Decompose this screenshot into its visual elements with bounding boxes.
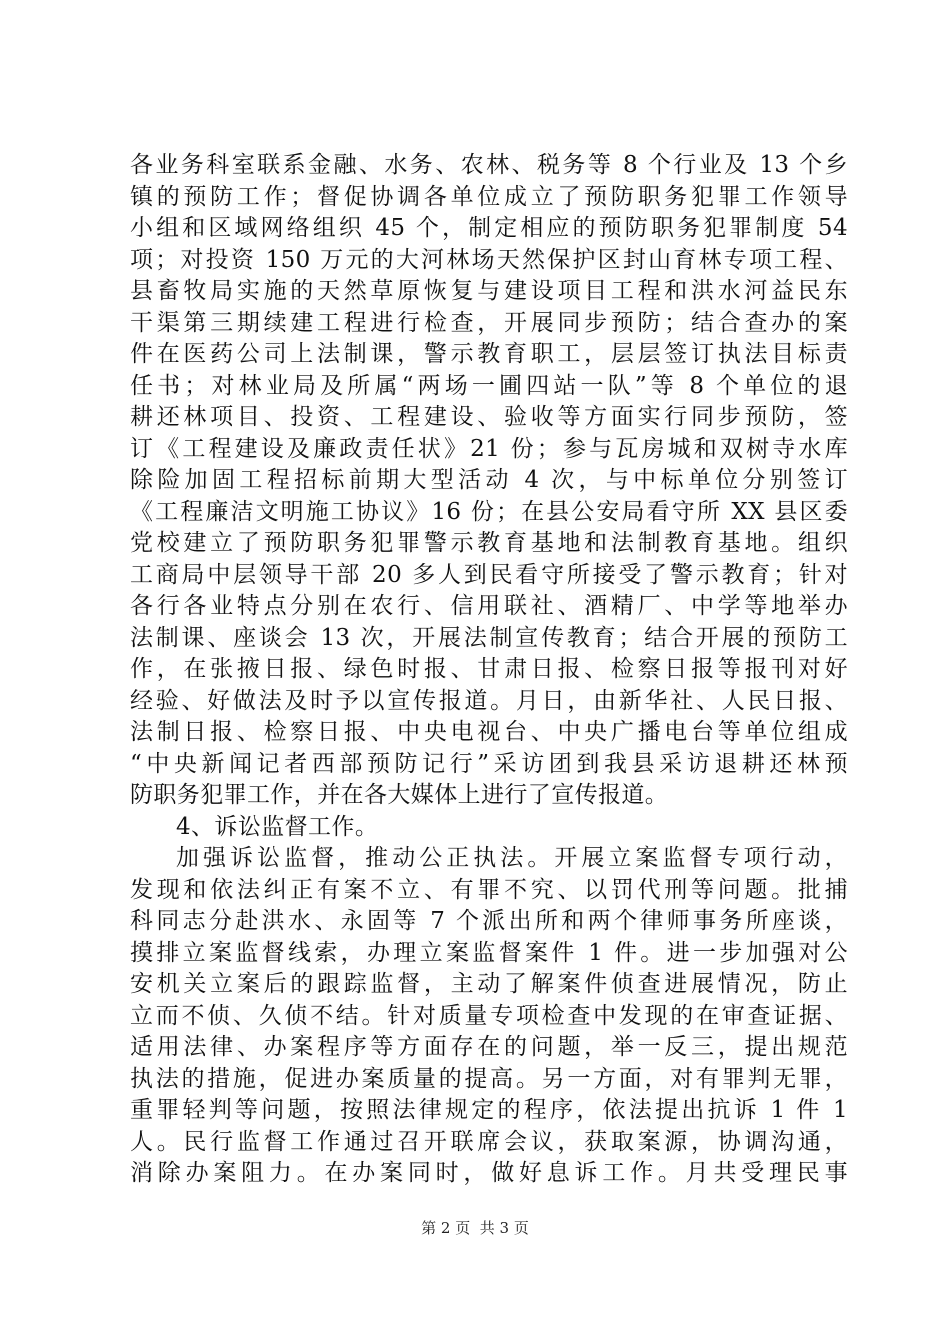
text-line: 各业务科室联系金融、水务、农林、税务等 8 个行业及 13 个乡 — [130, 152, 848, 178]
document-body — [130, 150, 848, 1190]
text-line: 摸排立案监督线索，办理立案监督案件 1 件。进一步加强对公 — [130, 939, 848, 966]
text-line: 项；对投资 150 万元的大河林场天然保护区封山育林专项工程、 — [130, 246, 848, 273]
text-line: 防职务犯罪工作，并在各大媒体上进行了宣传报道。 — [130, 782, 669, 808]
text-line: 法制课、座谈会 13 次，开展法制宣传教育；结合开展的预防工 — [130, 624, 848, 651]
text-line: 县畜牧局实施的天然草原恢复与建设项目工程和洪水河益民东 — [130, 278, 848, 304]
text-line: 订《工程建设及廉政责任状》21 份；参与瓦房城和双树寺水库 — [130, 435, 848, 462]
text-line: 各行各业特点分别在农行、信用联社、酒精厂、中学等地举办 — [130, 593, 848, 619]
text-line: 人。民行监督工作通过召开联席会议，获取案源，协调沟通， — [130, 1128, 848, 1155]
text-line: 法制日报、检察日报、中央电视台、中央广播电台等单位组成 — [130, 719, 848, 745]
text-line: 重罪轻判等问题，按照法律规定的程序，依法提出抗诉 1 件 1 — [130, 1097, 848, 1123]
text-line: 执法的措施，促进办案质量的提高。另一方面，对有罪判无罪， — [130, 1065, 848, 1092]
text-line: 耕还林项目、投资、工程建设、验收等方面实行同步预防，签 — [130, 404, 848, 430]
text-line: 适用法律、办案程序等方面存在的问题，举一反三，提出规范 — [130, 1034, 848, 1060]
text-line: 安机关立案后的跟踪监督，主动了解案件侦查进展情况，防止 — [130, 971, 848, 997]
text-line: 干渠第三期续建工程进行检查，开展同步预防；结合查办的案 — [130, 309, 848, 336]
text-line: 加强诉讼监督，推动公正执法。开展立案监督专项行动， — [176, 845, 848, 871]
text-line: 任书；对林业局及所属“两场一圃四站一队”等 8 个单位的退 — [130, 372, 848, 399]
text-line: 立而不侦、久侦不结。针对质量专项检查中发现的在审查证据、 — [130, 1002, 848, 1029]
paragraph-2 — [130, 843, 848, 1190]
text-line: 镇的预防工作；督促协调各单位成立了预防职务犯罪工作领导 — [130, 183, 848, 210]
text-line: 作，在张掖日报、绿色时报、甘肃日报、检察日报等报刊对好 — [130, 656, 848, 682]
text-line: “中央新闻记者西部预防记行”采访团到我县采访退耕还林预 — [130, 750, 848, 777]
text-line: 件在医药公司上法制课，警示教育职工，层层签订执法目标责 — [130, 341, 848, 367]
text-line: 科同志分赴洪水、永固等 7 个派出所和两个律师事务所座谈， — [130, 908, 848, 934]
text-line: 党校建立了预防职务犯罪警示教育基地和法制教育基地。组织 — [130, 530, 848, 556]
text-line: 《工程廉洁文明施工协议》16 份；在县公安局看守所 XX 县区委 — [130, 498, 848, 525]
text-line: 经验、好做法及时予以宣传报道。月日，由新华社、人民日报、 — [130, 687, 848, 714]
text-line: 除险加固工程招标前期大型活动 4 次，与中标单位分别签订 — [130, 467, 848, 493]
paragraph-1 — [130, 150, 848, 812]
page-number-footer: 第 2 页 共 3 页 — [421, 1219, 529, 1237]
text-line: 发现和依法纠正有案不立、有罪不究、以罚代刑等问题。批捕 — [130, 876, 848, 903]
text-line: 小组和区域网络组织 45 个，制定相应的预防职务犯罪制度 54 — [130, 215, 848, 241]
text-line: 消除办案阻力。在办案同时，做好息诉工作。月共受理民事 — [130, 1160, 848, 1186]
text-line: 工商局中层领导干部 20 多人到民看守所接受了警示教育；针对 — [130, 561, 848, 588]
section-heading: 4、诉讼监督工作。 — [176, 813, 379, 840]
